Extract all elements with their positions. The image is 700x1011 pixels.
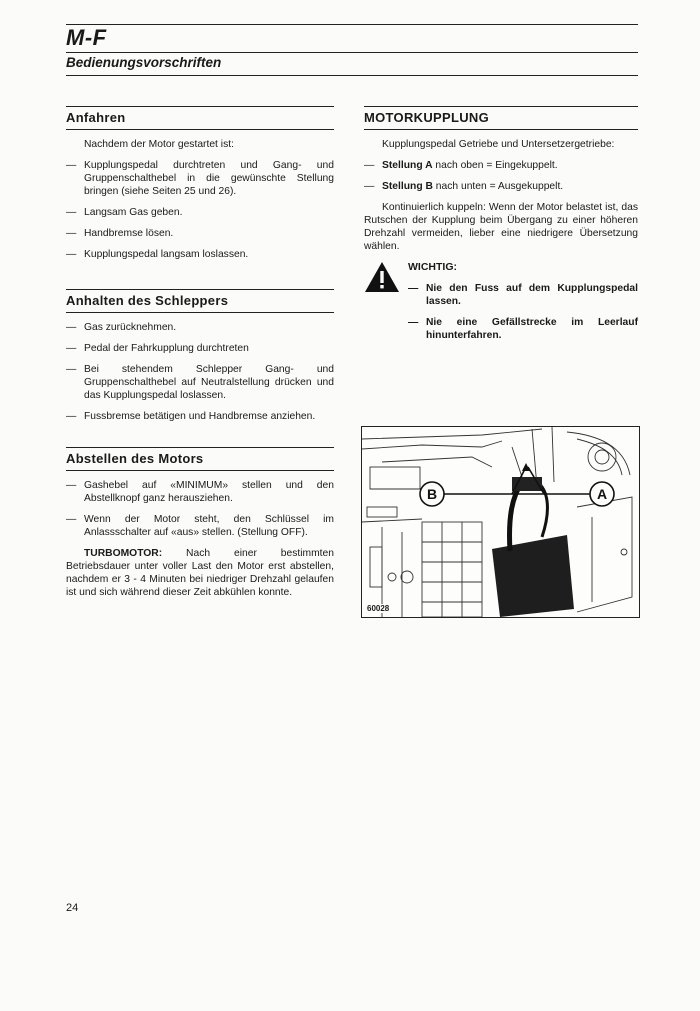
position-list <box>364 159 638 193</box>
header-middle-rule <box>66 52 638 53</box>
list-item <box>364 159 638 172</box>
list-item: — Gashebel auf «MINIMUM» stellen und den Abstellknopf ganz herausziehen. <box>66 479 334 505</box>
header-top-rule <box>66 24 638 25</box>
section-intro: Kupplungspedal Getriebe und Untersetzergetriebe: <box>382 139 615 150</box>
list-item: — Kupplungspedal langsam loslassen. <box>66 248 334 261</box>
position-b-text: nach unten = Ausgekuppelt. <box>432 181 564 192</box>
list-item: — Wenn der Motor steht, den Schlüssel im Anlassschalter auf «aus» stellen. (Stellung OFF). <box>66 513 334 539</box>
turbo-text: Nach einer bestimmten Betriebsdauer unter voller Last den Motor erst abstellen, nachdem er 3 - 4 Minuten bei niedriger Drehzahl gelaufen ist und sich während dieser Zeit abkühlen konnte. <box>66 548 334 598</box>
position-b-label: Stellung B <box>382 181 433 192</box>
turbo-label: TURBOMOTOR: <box>84 548 163 559</box>
instruction-list <box>66 159 334 261</box>
position-a-label: Stellung A <box>382 160 433 171</box>
section-anhalten <box>66 289 334 423</box>
warning-title: WICHTIG: <box>408 261 457 273</box>
instruction-list <box>66 321 334 423</box>
left-column <box>66 106 334 607</box>
list-item <box>364 180 638 193</box>
section-title: Abstellen des Motors <box>66 447 334 471</box>
list-item: — Handbremse lösen. <box>66 227 334 240</box>
figure-label-b: B <box>426 486 438 502</box>
section-motorkupplung <box>364 106 638 342</box>
turbo-paragraph <box>66 547 334 599</box>
warning-list <box>408 282 638 342</box>
list-item: — Nie eine Gefällstrecke im Leerlauf hinunterfahren. <box>408 316 638 342</box>
position-b-marker <box>420 482 444 506</box>
section-title: Anfahren <box>66 106 334 130</box>
section-anfahren <box>66 106 334 261</box>
section-abstellen <box>66 447 334 599</box>
list-item: — Gas zurücknehmen. <box>66 321 334 334</box>
list-item: — Pedal der Fahrkupplung durchtreten <box>66 342 334 355</box>
instruction-list <box>66 479 334 539</box>
warning-block <box>364 261 638 342</box>
clutch-pedal-figure <box>361 426 640 618</box>
page-subtitle: Bedienungsvorschriften <box>66 55 222 70</box>
list-item: — Kupplungspedal durchtreten und Gang- und Gruppenschalthebel in die gewünschte Stellung bringen (siehe Seiten 25 und 26). <box>66 159 334 198</box>
figure-code: 60028 <box>367 604 390 613</box>
section-intro: Nachdem der Motor gestartet ist: <box>84 139 234 150</box>
brand-logo: M-F <box>66 25 107 50</box>
list-item: — Langsam Gas geben. <box>66 206 334 219</box>
list-item: — Bei stehendem Schlepper Gang- und Gruppenschalthebel auf Neutralstellung drücken und das Kupplungspedal loslassen. <box>66 363 334 402</box>
list-item: — Fussbremse betätigen und Handbremse anziehen. <box>66 410 334 423</box>
warning-triangle-icon <box>364 261 400 293</box>
header-bottom-rule <box>66 75 638 76</box>
page-number: 24 <box>66 902 79 914</box>
list-item: — Nie den Fuss auf dem Kupplungspedal lassen. <box>408 282 638 308</box>
clutch-paragraph: Kontinuierlich kuppeln: Wenn der Motor belastet ist, das Rutschen der Kupplung beim Übergang zu einer höheren Drehzahl vermeiden, lieber eine niedrigere Übersetzung wählen. <box>364 202 638 252</box>
right-column <box>364 106 638 350</box>
position-a-marker <box>590 482 614 506</box>
section-title: MOTORKUPPLUNG <box>364 106 638 130</box>
figure-label-a: A <box>596 486 608 502</box>
clutch-pedal-illustration <box>362 427 639 617</box>
position-a-text: nach oben = Eingekuppelt. <box>432 160 558 171</box>
section-title: Anhalten des Schleppers <box>66 289 334 313</box>
